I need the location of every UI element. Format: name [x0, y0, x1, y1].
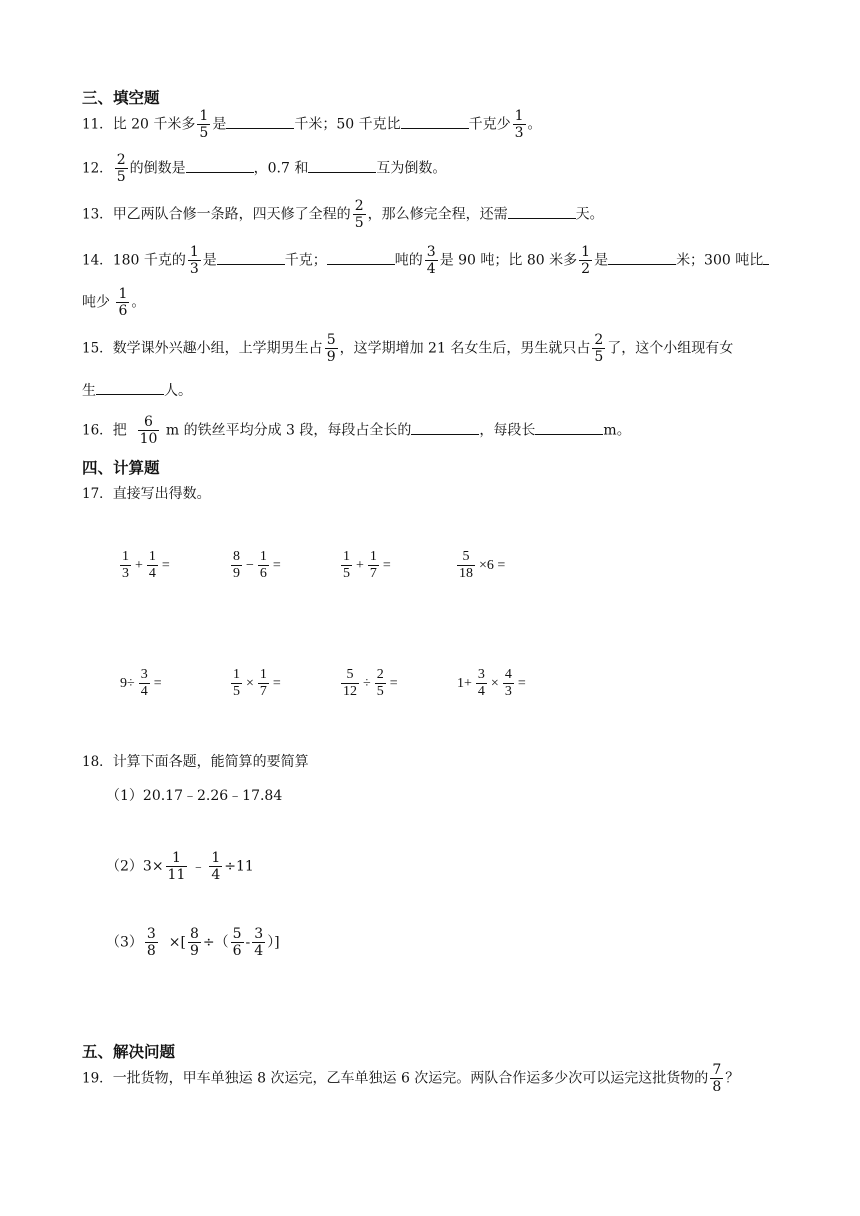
fraction: $\frac{1}{6}$ [118, 286, 128, 319]
fraction: $\frac{7}{8}$ [712, 1062, 722, 1095]
question-text: 。 [527, 116, 542, 133]
answer-blank[interactable] [411, 420, 479, 435]
question-text: 直接写出得数。 [112, 486, 211, 502]
question-number: 13． [82, 206, 113, 223]
question-number: 19． [82, 1070, 113, 1087]
question-13 [82, 198, 604, 231]
fraction: $\frac{2}{5}$ [354, 198, 364, 231]
expression-5: 9÷ $\frac{3}{4}$ = [120, 667, 162, 699]
answer-blank[interactable] [186, 158, 254, 173]
question-14-continued [82, 286, 145, 319]
question-text: 是 [594, 252, 609, 269]
question-text: 的倒数是 [129, 160, 186, 177]
question-text: m。 [603, 422, 631, 439]
question-text: 千克少 [468, 116, 511, 133]
question-text: 互为倒数。 [376, 160, 447, 177]
answer-blank[interactable] [763, 250, 769, 265]
question-text: 人。 [164, 383, 192, 399]
question-text: 米；300 吨比 [676, 252, 764, 269]
question-text: 数学课外兴趣小组，上学期男生占 [112, 340, 323, 357]
question-text: 计算下面各题，能简算的要简算 [112, 754, 309, 770]
section-title-problem-solving: 五、解决问题 [82, 1043, 176, 1061]
expression-4: $\frac{5}{18}$ ×6 = [459, 549, 506, 581]
answer-blank[interactable] [96, 380, 164, 395]
question-text: 吨的 [394, 252, 423, 269]
question-text: ，那么修完全程，还需 [367, 206, 508, 223]
expression-7: $\frac{5}{12}$ ÷ $\frac{2}{5}$ = [343, 667, 398, 699]
question-text: 是 [212, 116, 227, 133]
question-text: 吨少 [82, 294, 110, 311]
problem-18-1: （1）20.17﹣2.26﹣17.84 [106, 788, 283, 804]
question-text: 千米；50 千克比 [294, 116, 401, 133]
expression-2: $\frac{8}{9}$ − $\frac{1}{6}$ = [233, 549, 281, 581]
question-17 [82, 484, 211, 504]
answer-blank[interactable] [401, 114, 469, 129]
fraction: $\frac{6}{10}$ [139, 414, 158, 447]
question-text: 180 千克的 [112, 252, 186, 269]
expression-3: $\frac{1}{5}$ + $\frac{1}{7}$ = [343, 549, 391, 581]
question-number: 11． [82, 116, 113, 133]
question-11 [82, 108, 542, 141]
answer-blank[interactable] [226, 114, 294, 129]
question-text: m 的铁丝平均分成 3 段，每段占全长的 [165, 422, 412, 439]
fraction: $\frac{5}{9}$ [326, 332, 336, 365]
problem-18-3: （3） $\frac{3}{8}$ ×[ $\frac{8}{9}$ ÷（ $\frac{5}{6}$ - $\frac{3}{4}$ ）] [106, 926, 280, 959]
fraction: $\frac{2}{5}$ [594, 332, 604, 365]
problem-18-2: （2）3× $\frac{1}{11}$ ﹣ $\frac{1}{4}$ ÷11 [106, 850, 254, 883]
question-15 [82, 332, 733, 365]
question-text: ，这学期增加 21 名女生后，男生就只占 [339, 340, 591, 357]
section-title-calculation: 四、计算题 [82, 459, 160, 477]
question-text: ，每段长 [479, 422, 536, 439]
question-text: 千克； [284, 252, 327, 269]
question-text: 把 [112, 422, 127, 439]
question-text: ？ [725, 1070, 740, 1087]
question-12 [82, 152, 446, 185]
answer-blank[interactable] [535, 420, 603, 435]
fraction: $\frac{1}{3}$ [189, 244, 199, 277]
fraction: $\frac{1}{3}$ [514, 108, 524, 141]
question-text: 是 90 吨；比 80 米多 [439, 252, 578, 269]
question-text: 天。 [575, 206, 604, 223]
question-19 [82, 1062, 739, 1095]
question-text: 生 [82, 383, 96, 399]
fraction: $\frac{3}{4}$ [426, 244, 436, 277]
question-14 [82, 244, 769, 277]
fraction: $\frac{1}{5}$ [199, 108, 209, 141]
answer-blank[interactable] [608, 250, 676, 265]
answer-blank[interactable] [308, 158, 376, 173]
question-number: 18． [82, 754, 113, 770]
question-number: 12． [82, 160, 113, 177]
question-text: 比 20 千米多 [112, 116, 196, 133]
answer-blank[interactable] [217, 250, 285, 265]
question-number: 14． [82, 252, 113, 269]
question-text: 是 [202, 252, 217, 269]
fraction: $\frac{2}{5}$ [116, 152, 126, 185]
expression-1: $\frac{1}{3}$ + $\frac{1}{4}$ = [122, 549, 170, 581]
question-text: 甲乙两队合修一条路，四天修了全程的 [112, 206, 351, 223]
question-text: ，0.7 和 [253, 160, 309, 177]
question-15-continued [82, 380, 192, 401]
answer-blank[interactable] [327, 250, 395, 265]
answer-blank[interactable] [508, 204, 576, 219]
question-text: 。 [131, 294, 146, 311]
section-title-fill-in: 三、填空题 [82, 89, 160, 107]
question-number: 16． [82, 422, 113, 439]
question-18 [82, 752, 309, 772]
expression-8: 1+ $\frac{3}{4}$ × $\frac{4}{3}$ = [457, 667, 526, 699]
question-text: 了，这个小组现有女 [607, 340, 734, 357]
question-number: 17． [82, 486, 113, 502]
expression-6: $\frac{1}{5}$ × $\frac{1}{7}$ = [233, 667, 281, 699]
question-number: 15． [82, 340, 113, 357]
fraction: $\frac{1}{2}$ [581, 244, 591, 277]
question-16 [82, 414, 631, 447]
question-text: 一批货物，甲车单独运 8 次运完，乙车单独运 6 次运完。两队合作运多少次可以运完这批货物的 [112, 1070, 709, 1087]
